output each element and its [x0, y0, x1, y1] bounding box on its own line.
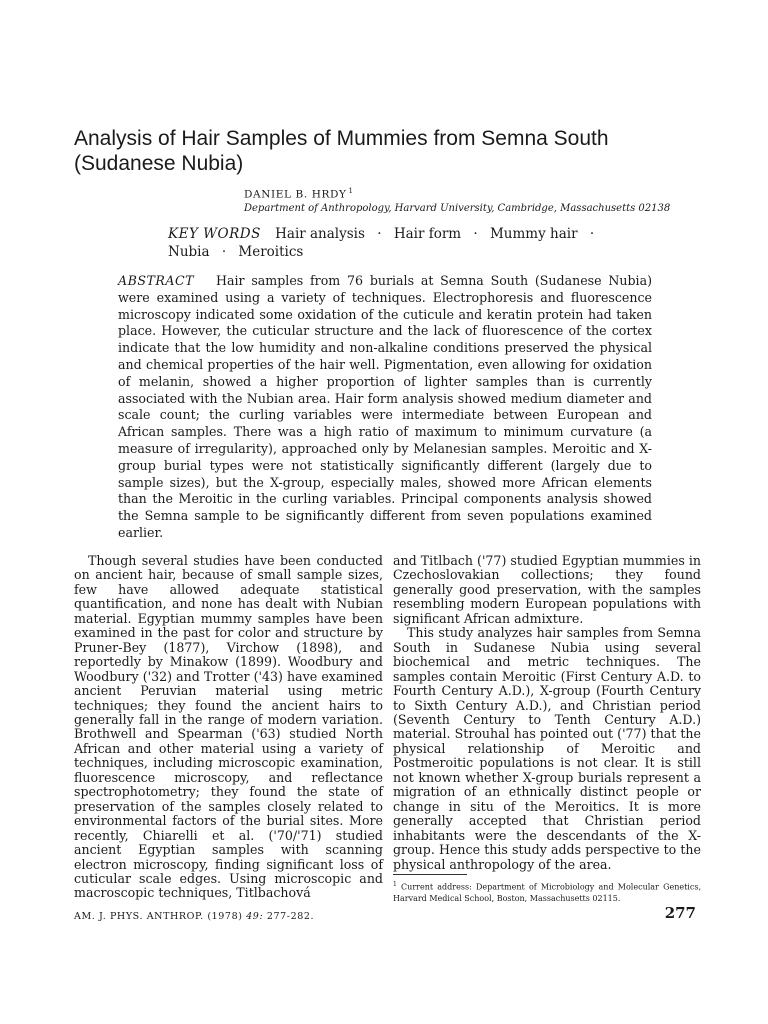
paper-title — [74, 126, 714, 176]
author-name: DANIEL B. HRDY — [244, 188, 347, 201]
footnote-divider — [393, 874, 467, 875]
keyword: Hair form — [393, 226, 462, 242]
body-column-left — [74, 554, 383, 901]
keyword: Mummy hair — [489, 226, 578, 242]
footnote-text: Current address: Department of Microbiology and Molecular Genetics, Harvard Medical School, Boston, Massachusetts 02115. — [393, 882, 701, 903]
keyword-separator: · — [473, 226, 478, 242]
author-line — [244, 184, 724, 202]
footnote-mark: 1 — [393, 881, 397, 888]
body-column-right — [393, 554, 701, 872]
keyword: Meroitics — [238, 244, 304, 260]
journal-pages: 277-282. — [266, 911, 315, 922]
author-block — [244, 184, 724, 216]
abstract-text: Hair samples from 76 burials at Semna South (Sudanese Nubia) were examined using a variety of techniques. Electrophoresis and fluorescence microscopy indicated some oxidation of the cuticule and keratin protein had taken place. However, the cuticular structure and the lack of fluorescence of the cortex indicate that the low humidity and non-alkaline conditions preserved the physical and chemical properties of the hair well. Pigmentation, even allowing for oxidation of melanin, showed a higher proportion of lighter samples than is currently associated with the Nubian area. Hair form analysis showed medium diameter and scale count; the curling variables were intermediate between European and African samples. There was a high ratio of maximum to minimum curvature (a measure of irregularity), approached only by Melanesian samples. Meroitic and X-group burial types were not statistically significantly different (largely due to sample sizes), but the X-group, especially males, showed more African elements than the Meroitic in the curling variables. Principal components analysis showed the Semna sample to be significantly different from seven populations examined earlier. — [118, 273, 652, 540]
title-line-2: (Sudanese Nubia) — [74, 152, 244, 175]
journal-citation — [74, 911, 494, 922]
keyword-separator: · — [589, 226, 595, 242]
author-affiliation: Department of Anthropology, Harvard University, Cambridge, Massachusetts 02138 — [244, 202, 671, 214]
body-paragraph: Though several studies have been conducted on ancient hair, because of small sample sizes, few have allowed adequate statistical quantification, and none has dealt with Nubian material. Egyptian mummy samples have been examined in the past for color and structure by Pruner-Bey (1877), Virchow (1898), and reportedly by Minakow (1899). Woodbury and Woodbury ('32) and Trotter ('43) have examined ancient Peruvian material using metric techniques; they found the ancient hairs to generally fall in the range of modern variation. Brothwell and Spearman ('63) studied North African and other material using a variety of techniques, including microscopic examination, fluorescence microscopy, and reflectance spectrophotometry; they found the state of preservation of the samples closely related to environmental factors of the burial sites. More recently, Chiarelli et al. ('70/'71) studied ancient Egyptian samples with scanning electron microscopy, finding significant loss of cuticular scale edges. Using microscopic and macroscopic techniques, Titlbachová — [74, 553, 383, 901]
abstract-label: ABSTRACT — [118, 273, 194, 288]
keyword: Nubia — [168, 244, 210, 260]
title-line-1: Analysis of Hair Samples of Mummies from Semna South — [74, 127, 609, 150]
journal-name: AM. J. PHYS. ANTHROP. (1978) — [74, 911, 243, 922]
keywords — [168, 225, 638, 261]
keyword-separator: · — [377, 226, 382, 242]
author-footnote-mark: 1 — [348, 187, 354, 195]
keywords-label: KEY WORDS — [168, 226, 261, 242]
page-number: 277 — [664, 904, 696, 922]
footnote — [393, 879, 701, 904]
body-paragraph: This study analyzes hair samples from Semna South in Sudanese Nubia using several biochemical and metric techniques. The samples contain Meroitic (First Century A.D. to Fourth Century A.D.), X-group (Fourth Century to Sixth Century A.D.), and Christian period (Seventh Century to Tenth Century A.D.) material. Strouhal has pointed out ('77) that the physical relationship of Meroitic and Postmeroitic populations is not clear. It is still not known whether X-group burials represent a migration of an ethnically distinct people or change in situ of the Meroitics. It is more generally accepted that Christian period inhabitants were the descendants of the X-group. Hence this study adds perspective to the physical anthropology of the area. — [393, 625, 701, 872]
body-paragraph: and Titlbach ('77) studied Egyptian mummies in Czechoslovakian collections; they found generally good preservation, with the samples resembling modern European populations with significant African admixture. — [393, 553, 701, 626]
keyword: Hair analysis — [275, 226, 365, 242]
keyword-separator: · — [221, 244, 227, 260]
journal-volume: 49: — [246, 911, 264, 922]
abstract — [118, 273, 652, 542]
